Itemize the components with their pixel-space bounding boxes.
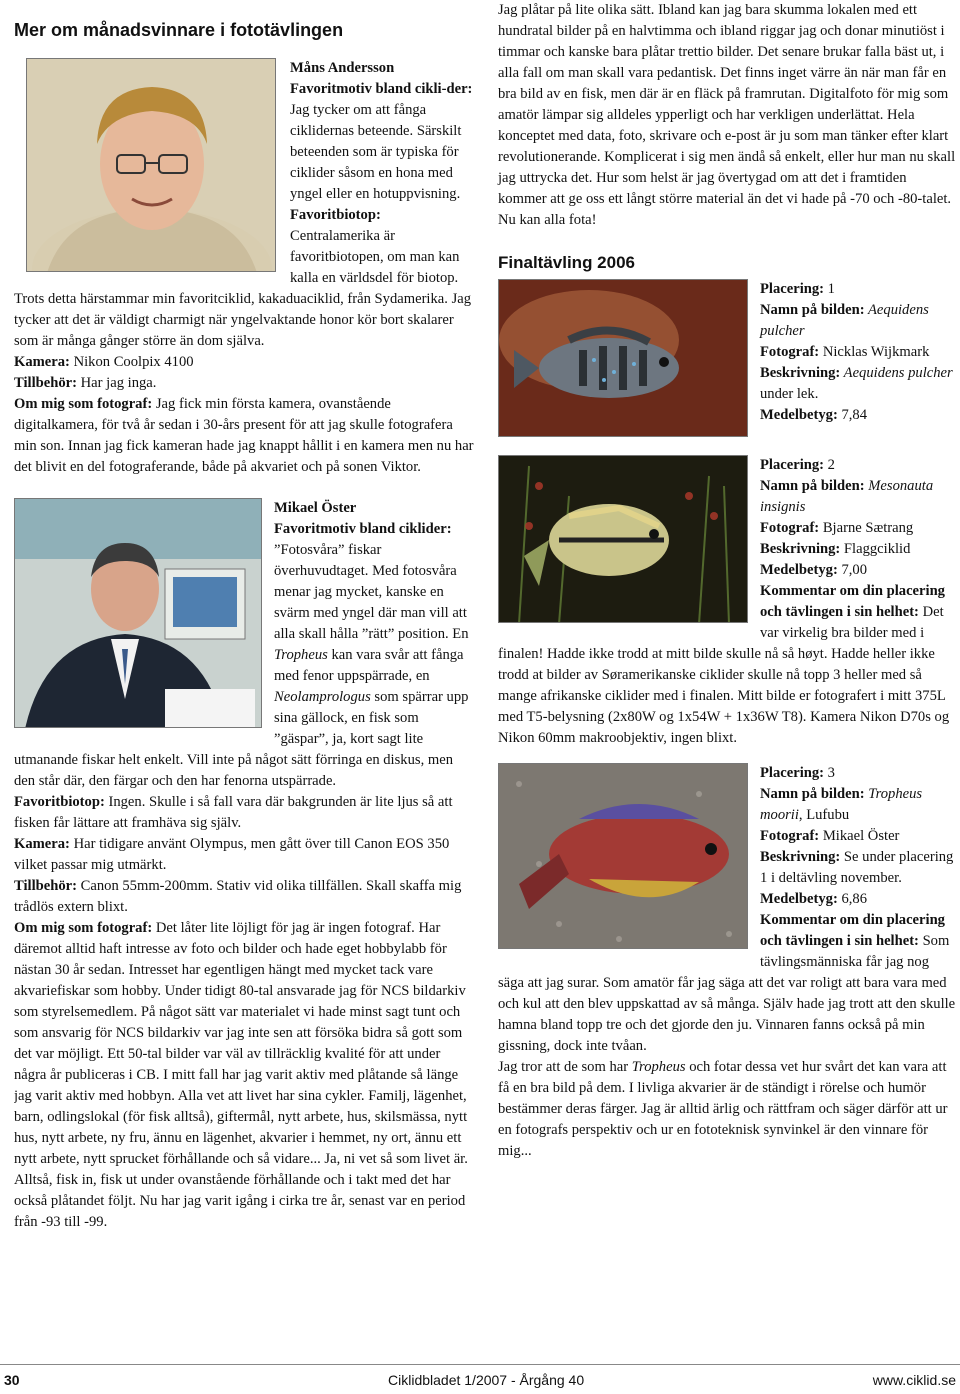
portrait-mikael-oster	[14, 498, 262, 728]
entry-3-comment: Kommentar om din placering och tävlingen i sin helhet: Som tävlingsmänniska får jag nog säga att jag surar. Som amatör får jag säga att det var roligt att bara vara med och kul att den blev uppskattad av så många. Själv hade jag trott att den skulle hamna bland topp tre och det gjorde den ju. Vinnaren fanns också på min gissning, dock inte tvåan.	[498, 912, 956, 1054]
portrait-mikael-oster-image	[15, 499, 262, 728]
entry-3	[498, 763, 958, 1162]
portrait-mans-andersson	[26, 58, 276, 272]
profile-1-about-me: Om mig som fotograf: Jag fick min första kamera, ovanstående digitalkamera, för två år sedan i 30-års present för att jag skulle fotografera min son. Innan jag fick kameran hade jag knappt hållit i en kamera men nu har det blivit en del fotograferande, både på akvariet och på sonen Viktor.	[14, 396, 474, 475]
profile-2-name: Mikael Öster	[274, 500, 357, 516]
entry-1-score: Medelbetyg: 7,84	[760, 407, 867, 423]
right-column	[498, 0, 958, 1168]
magazine-issue: Ciklidbladet 1/2007 - Årgång 40	[388, 1372, 585, 1388]
left-column	[14, 14, 474, 1239]
page-footer	[0, 1372, 960, 1394]
entry-1	[498, 279, 958, 443]
entry-3-photographer: Fotograf: Mikael Öster	[760, 828, 900, 844]
page-number: 30	[4, 1372, 20, 1388]
profile-1-favorite-biotope: Favoritbiotop: Centralamerika är favoritbiotopen, om man kan kalla en världsdel för biotop. Trots detta härstammar min favoritciklid, kakaduaciklid, från Sydamerika. Jag tycker att det är väldigt charmigt när yngelvaktande honor kör bort skalarer som är många gånger större än dom själva.	[14, 207, 472, 349]
intro-paragraph: Jag plåtar på lite olika sätt. Ibland kan jag bara skumma lokalen med ett hundratal bilder på en halvtimma och ibland riggar jag och donar minutiöst i timmar och kanske bara plåtar trettio bilder. Det senare brukar falla bäst ut, i alla fall om man skall vara pedantisk. Det finns inget värre än när man får en bra bild av en fisk, men där är en fläck på framrutan. Digitalfoto för mig som amatör lämpar sig alldeles ypperligt och har verkligen underlättat. Hela konceptet med data, foto, skrivare och e-post är ju som man tänker efter klart revolutionerande. Komplicerat i sig men ändå så enkelt, eller hur man nu skall jag uttrycka det. Hur som helst är jag övertygad om att det i framtiden kommer att ge oss ett långt större material än det vi hade på -70 och -80-talet. Nu kan alla fota!	[498, 2, 956, 228]
profile-2-about-me: Om mig som fotograf: Det låter lite löjligt för jag är ingen fotograf. Har däremot alltid haft intresse av foto och bilder och hade eget hobbylabb för nästan 30 år sedan. Intresset har egentligen hängt med mycket tack vare akvariefiskar som hobby. Under tidigt 80-tal ansvarade jag för NCS bildarkiv som styrelsemedlem. På något sätt var materialet vi hade minst sagt tunt och som ansvarig för NCS bildarkiv var jag inte sen att försöka bidra så gott som det var möjligt. Ett 50-tal bilder var väl av tillräcklig kvalité för att under några år publiceras i CB. I mitt fall har jag varit aktiv med plåtande så länge jag varit aktiv med hobbyn. Alla vet att livet har sina cykler. Familj, lägenhet, barn, odlingslokal (för fisk alltså), giftermål, nytt arbete, hus, skilsmässa, nytt hus, nytt arbete, ny fru, ännu en lägenhet, akvarier i hemmet, ny ort, ännu ett nytt arbete, nytt sprucket förhållande och så vidare... Ja, ni vet så som livet är. Alltså, fisk in, fisk ut under ovanstående förhållande och i takt med det har också plåtandet följt. Nu har jag varit igång i cirka tre år, senast var en period från -93 till -99.	[14, 920, 468, 1230]
profile-1-accessories: Tillbehör: Har jag inga.	[14, 375, 157, 391]
entry-1-image-name: Namn på bilden: Aequidens pulcher	[760, 302, 929, 339]
footer-divider	[0, 1364, 960, 1365]
entry-2-description: Beskrivning: Flaggciklid	[760, 541, 911, 557]
fish-photo-2	[499, 456, 748, 623]
profile-2-camera: Kamera: Har tidigare använt Olympus, men gått över till Canon EOS 350 vilket passar mig utmärkt.	[14, 836, 450, 873]
profile-mans-andersson	[14, 58, 474, 478]
entry-1-photo	[498, 279, 748, 437]
portrait-mans-andersson-image	[27, 59, 276, 272]
article-title: Mer om månadsvinnare i fototävlingen	[14, 20, 344, 40]
profile-1-favorite-motif: Favoritmotiv bland cikli-der: Jag tycker om att fånga ciklidernas beteende. Särskilt beteenden som är typiska för ciklider såsom en hona med yngel eller en hotuppvisning.	[290, 81, 473, 202]
entry-3-image-name: Namn på bilden: Tropheus moorii, Lufubu	[760, 786, 923, 823]
entry-2-photographer: Fotograf: Bjarne Sætrang	[760, 520, 914, 536]
profile-mikael-oster	[14, 498, 474, 1233]
website-link[interactable]: www.ciklid.se	[872, 1372, 956, 1388]
entry-3-score: Medelbetyg: 6,86	[760, 891, 867, 907]
entry-1-description: Beskrivning: Aequidens pulcher under lek.	[760, 365, 953, 402]
profile-2-favorite-motif: Favoritmotiv bland ciklider: ”Fotosvåra” fiskar överhuvudtaget. Med fotosvåra menar jag mycket, kanske en svärm med yngel där man vill att alla skall hålla ”rätt” position. En Tropheus kan vara svår att fånga med fenor uppspärrade, en Neolamprologus som spärrar upp sina gällock, en fisk som ”gäspar”, ja, kort sagt lite utmanande fiskar helt enkelt. Vill inte på något sätt förringa en diskus, men den står där, den färgar och den har fenorna utspärrade.	[14, 521, 469, 789]
entry-2-photo	[498, 455, 748, 623]
entry-2-image-name: Namn på bilden: Mesonauta insignis	[760, 478, 934, 515]
entry-3-comment-2: Jag tror att de som har Tropheus och fotar dessa vet hur svårt det kan vara att få en bra bild på dem. I livliga akvarier är de ständigt i rörelse och humör bestämmer deras färger. Jag är alltid ärlig och rättfram och säger därför att ur en fotografs perspektiv och ur en fototeknisk synvinkel är den vinnare för mig...	[498, 1059, 948, 1159]
profile-2-accessories: Tillbehör: Canon 55mm-200mm. Stativ vid olika tillfällen. Skall skaffa mig trådlös extern blixt.	[14, 878, 462, 915]
final-heading: Finaltävling 2006	[498, 253, 635, 272]
entry-2	[498, 455, 958, 749]
entry-1-photographer: Fotograf: Nicklas Wijkmark	[760, 344, 930, 360]
entry-1-placement: Placering: 1	[760, 281, 835, 297]
entry-2-placement: Placering: 2	[760, 457, 835, 473]
profile-1-name: Måns Andersson	[290, 60, 395, 76]
profile-2-favorite-biotope: Favoritbiotop: Ingen. Skulle i så fall vara där bakgrunden är lite ljus så att fisken får lättare att framhäva sig själv.	[14, 794, 453, 831]
profile-1-camera: Kamera: Nikon Coolpix 4100	[14, 354, 194, 370]
entry-2-comment: Kommentar om din placering och tävlingen i sin helhet: Det var virkelig bra bilder med i finalen! Hadde ikke trodd at mitt bilde skulle nå så høyt. Hadde heller ikke trodd at bilder av Søramerikanske ciklider skulle nå topp 3 heller med så mange afrikanske ciklider med i finalen. Mitt bilde er fotografert i mitt 375L med T5-belysning (2x80W og 1x54W + 1x36W T8). Kamera Nikon D70s og Nikon 60mm makroobjektiv, ingen blixt.	[498, 583, 950, 746]
fish-photo-3	[499, 764, 748, 949]
entry-3-description: Beskrivning: Se under placering 1 i deltävling november.	[760, 849, 954, 886]
entry-3-placement: Placering: 3	[760, 765, 835, 781]
entry-3-photo	[498, 763, 748, 949]
entry-2-score: Medelbetyg: 7,00	[760, 562, 867, 578]
fish-photo-1	[499, 280, 748, 437]
